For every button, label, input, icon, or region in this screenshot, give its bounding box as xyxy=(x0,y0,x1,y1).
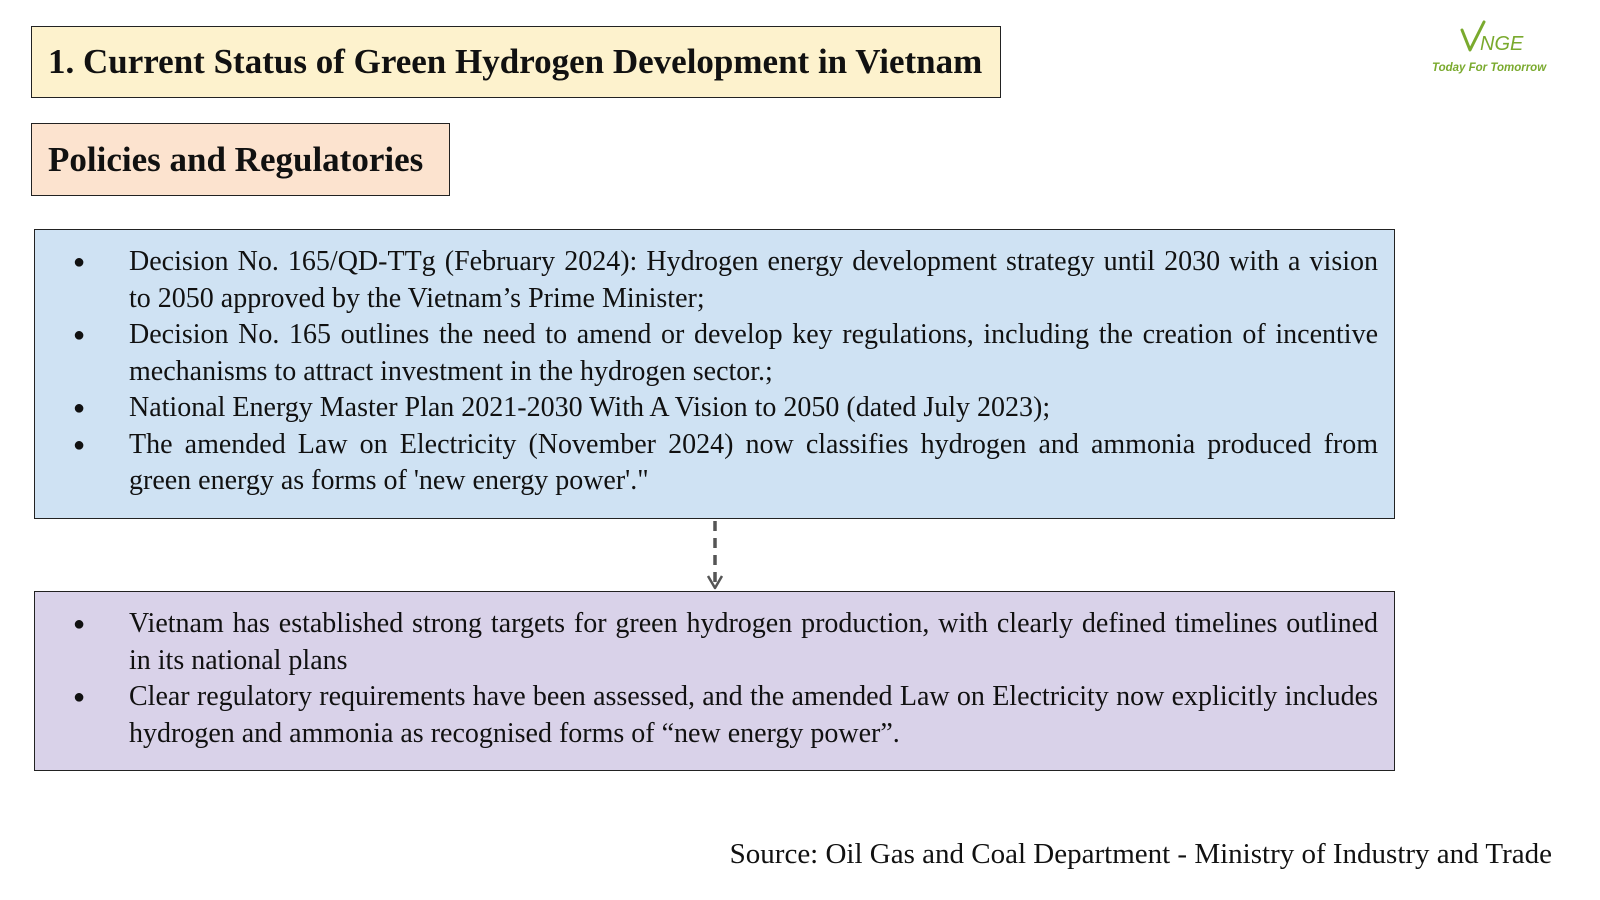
vnge-logo-lettering: NGE xyxy=(1480,33,1524,55)
findings-panel xyxy=(34,591,1395,771)
findings-list xyxy=(35,606,1378,752)
policy-item-text: National Energy Master Plan 2021-2030 With A Vision to 2050 (dated July 2023); xyxy=(129,392,1051,423)
bullet-icon: ● xyxy=(73,251,86,273)
policies-panel xyxy=(34,229,1395,519)
finding-item-text: Vietnam has established strong targets for green hydrogen production, with clearly defined timelines outlined in its national plans xyxy=(129,608,1378,676)
bullet-icon: ● xyxy=(73,397,86,419)
section-heading xyxy=(31,123,450,196)
policy-item-text: Decision No. 165 outlines the need to amend or develop key regulations, including the creation of incentive mechanisms to attract investment in the hydrogen sector.; xyxy=(129,319,1378,387)
policy-item xyxy=(35,427,1378,500)
vnge-logo-mark-icon xyxy=(1460,20,1530,58)
slide-title-text: 1. Current Status of Green Hydrogen Development in Vietnam xyxy=(48,42,983,81)
bullet-icon: ● xyxy=(73,324,86,346)
finding-item xyxy=(35,606,1378,679)
finding-item-text: Clear regulatory requirements have been assessed, and the amended Law on Electricity now explicitly includes hydrogen and ammonia as recognised forms of “new energy power”. xyxy=(129,681,1378,749)
vnge-logo xyxy=(1432,18,1562,82)
section-heading-text: Policies and Regulatories xyxy=(48,139,424,179)
policy-item-text: Decision No. 165/QD-TTg (February 2024): Hydrogen energy development strategy until 2030 with a vision to 2050 approved by the Vietnam’s Prime Minister; xyxy=(129,246,1378,314)
policies-list xyxy=(35,244,1378,500)
slide-title xyxy=(31,26,1001,98)
dashed-arrow-connector xyxy=(703,519,727,591)
policy-item-text: The amended Law on Electricity (November 2024) now classifies hydrogen and ammonia produced from green energy as forms of 'new energy power'." xyxy=(129,428,1378,496)
policy-item xyxy=(35,317,1378,390)
policy-item xyxy=(35,390,1378,427)
bullet-icon: ● xyxy=(73,613,86,635)
logo-tagline: Today For Tomorrow xyxy=(1432,62,1547,74)
source-citation: Source: Oil Gas and Coal Department - Ministry of Industry and Trade xyxy=(729,838,1552,870)
policy-item xyxy=(35,244,1378,317)
bullet-icon: ● xyxy=(73,433,86,456)
bullet-icon: ● xyxy=(73,686,86,708)
finding-item xyxy=(35,679,1378,752)
